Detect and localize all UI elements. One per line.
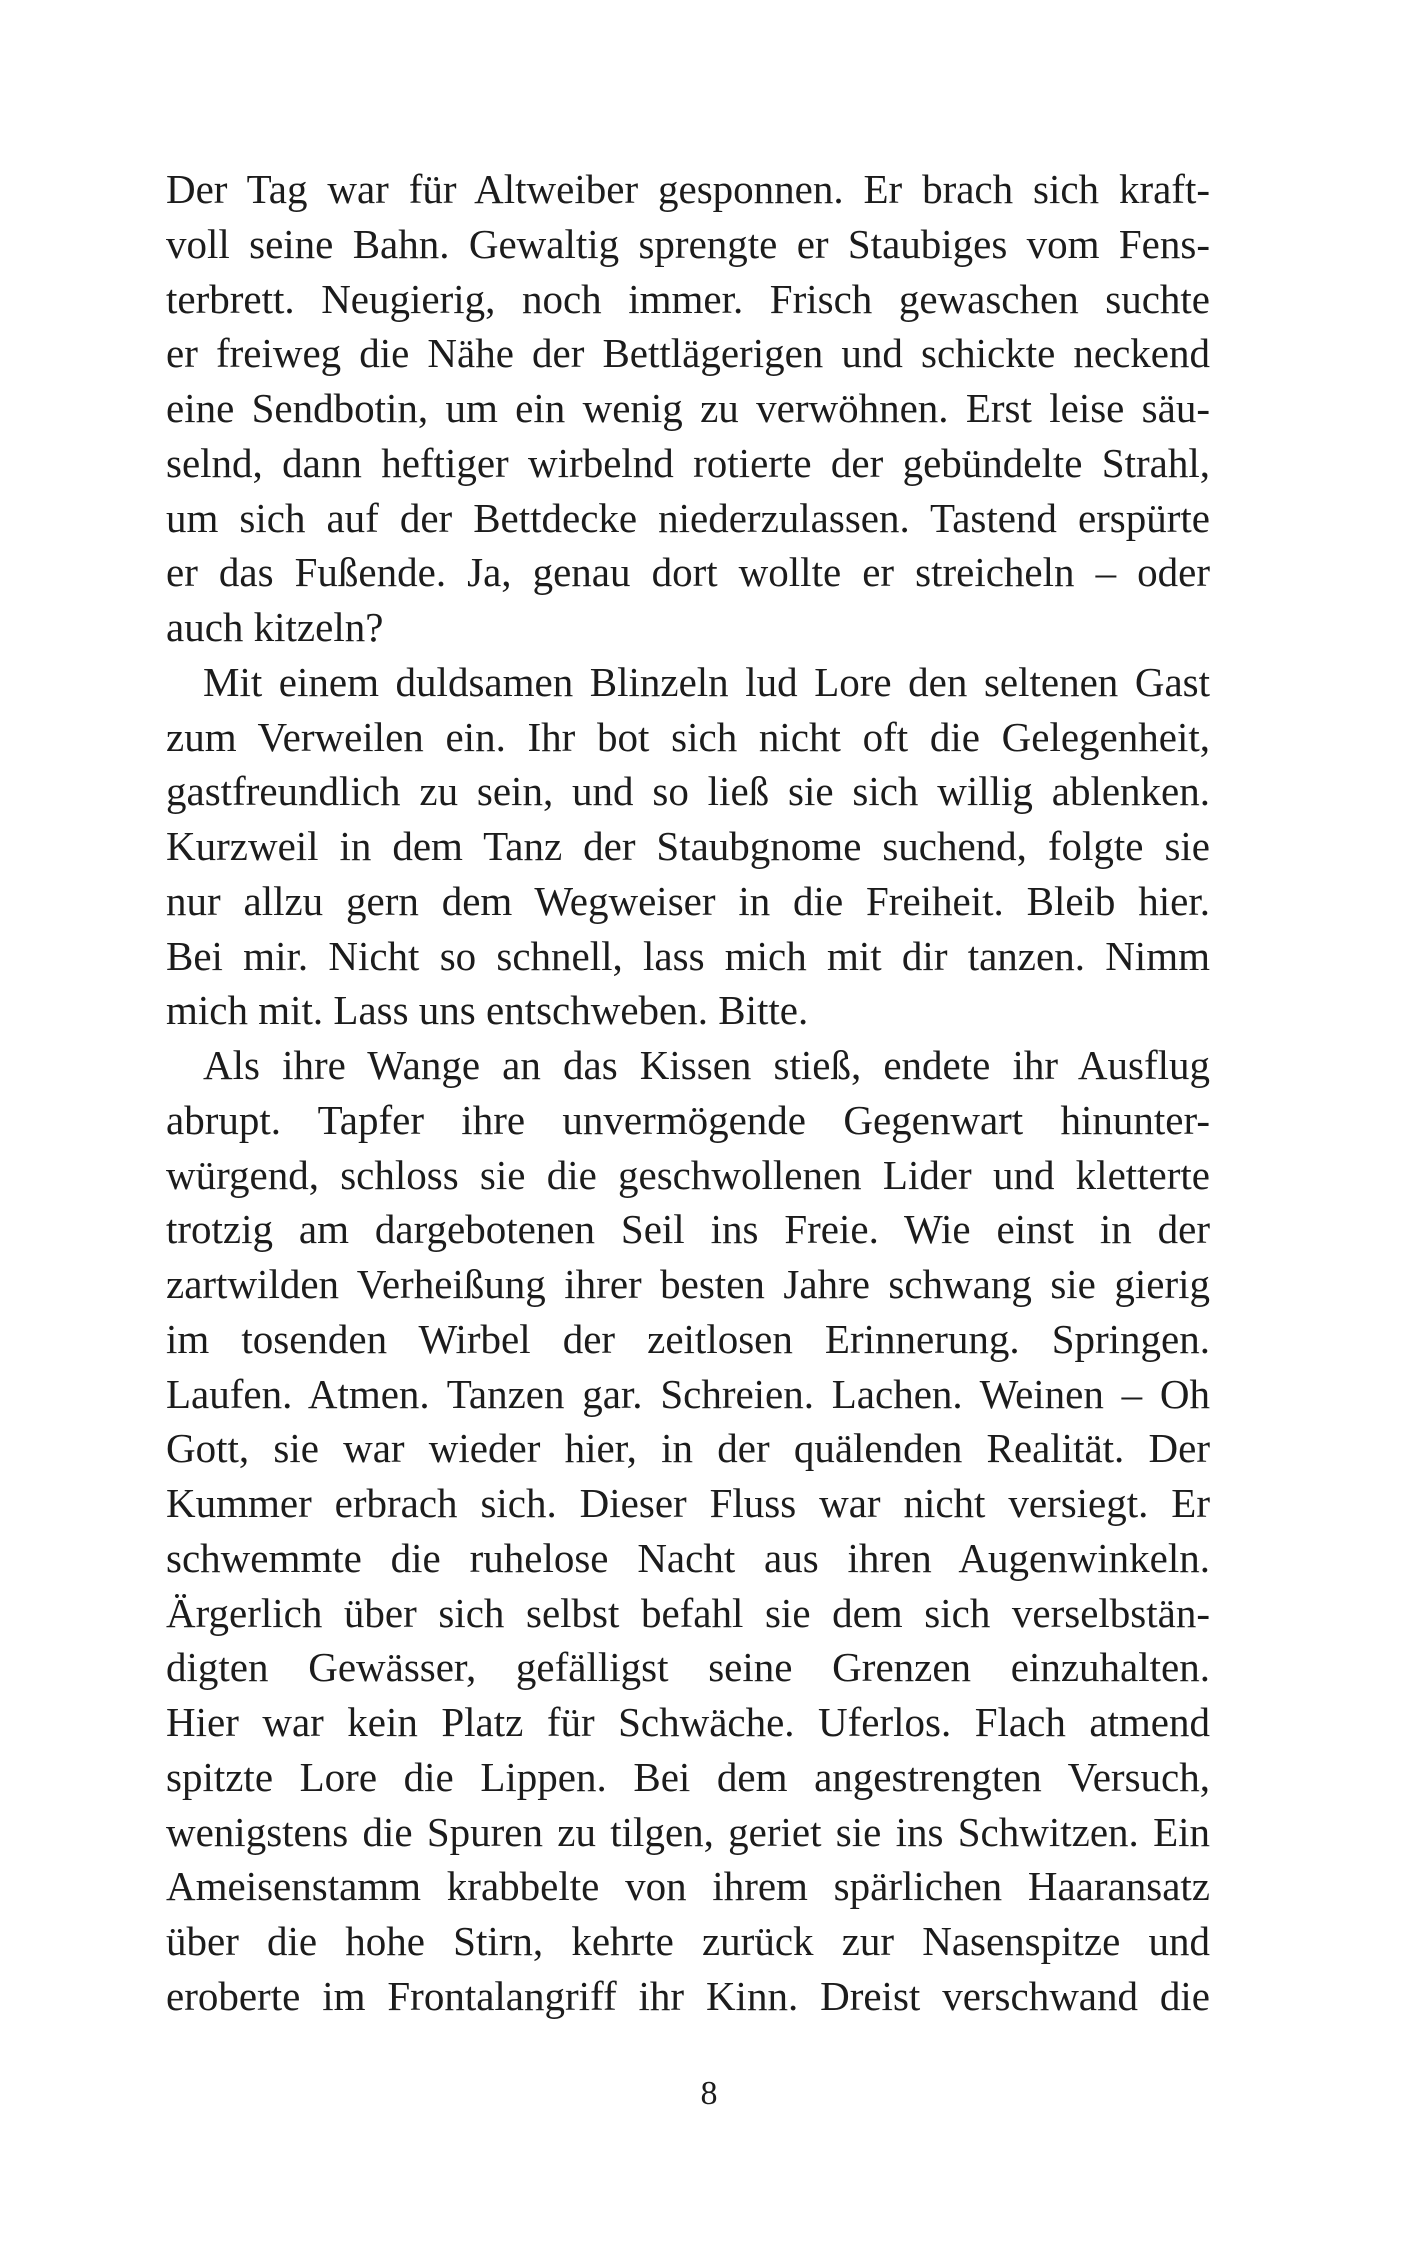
text-line: um sich auf der Bettdecke niederzulassen. Tastend erspürte [166,494,1210,541]
text-line: Ameisenstamm krabbelte von ihrem spärlichen Haaransatz [166,1863,1210,1910]
text-line: Kummer erbrach sich. Dieser Fluss war nicht versiegt. Er [166,1480,1210,1526]
text-line: mich mit. Lass uns entschweben. Bitte. [166,987,809,1034]
text-line: zartwilden Verheißung ihrer besten Jahre schwang sie gierig [166,1261,1210,1307]
text-line: wenigstens die Spuren zu tilgen, geriet sie ins Schwitzen. Ein [166,1808,1210,1855]
text-line: Ärgerlich über sich selbst befahl sie dem sich verselbstän- [166,1589,1210,1636]
text-line: Der Tag war für Altweiber gesponnen. Er brach sich kraft- [166,166,1210,212]
text-line: zum Verweilen ein. Ihr bot sich nicht oft die Gelegenheit, [166,713,1210,760]
text-line: Als ihre Wange an das Kissen stieß, endete ihr Ausflug [203,1042,1210,1088]
text-line: voll seine Bahn. Gewaltig sprengte er Staubiges vom Fens- [166,220,1210,267]
text-line: eine Sendbotin, um ein wenig zu verwöhnen. Erst leise säu- [166,385,1210,431]
text-line: trotzig am dargebotenen Seil ins Freie. Wie einst in der [166,1206,1210,1253]
body-text [166,162,1210,2024]
text-line: spitzte Lore die Lippen. Bei dem angestrengten Versuch, [166,1753,1210,1800]
text-line: würgend, schloss sie die geschwollenen Lider und kletterte [166,1151,1210,1198]
text-line: Gott, sie war wieder hier, in der quälenden Realität. Der [166,1425,1210,1472]
text-line: über die hohe Stirn, kehrte zurück zur Nasenspitze und [166,1918,1210,1964]
text-line: gastfreundlich zu sein, und so ließ sie sich willig ablenken. [166,768,1210,815]
text-line: Bei mir. Nicht so schnell, lass mich mit dir tanzen. Nimm [166,932,1210,979]
text-line: terbrett. Neugierig, noch immer. Frisch gewaschen suchte [166,275,1210,322]
text-line: er das Fußende. Ja, genau dort wollte er streicheln – oder [166,549,1210,596]
paragraph-2 [166,655,1210,1038]
text-line: nur allzu gern dem Wegweiser in die Freiheit. Bleib hier. [166,877,1210,924]
text-line: er freiweg die Nähe der Bettlägerigen und schickte neckend [166,330,1210,377]
text-line: auch kitzeln? [166,604,384,650]
text-line: Mit einem duldsamen Blinzeln lud Lore den seltenen Gast [203,658,1210,705]
text-line: digten Gewässer, gefälligst seine Grenzen einzuhalten. [166,1644,1210,1691]
text-line: selnd, dann heftiger wirbelnd rotierte der gebündelte Strahl, [166,439,1210,486]
text-line: abrupt. Tapfer ihre unvermögende Gegenwart hinunter- [166,1096,1210,1143]
text-line: im tosenden Wirbel der zeitlosen Erinnerung. Springen. [166,1315,1210,1362]
paragraph-1 [166,162,1210,655]
page-number: 8 [700,2075,718,2112]
text-line: Laufen. Atmen. Tanzen gar. Schreien. Lachen. Weinen – Oh [166,1370,1210,1417]
paragraph-3 [166,1038,1210,2024]
text-line: schwemmte die ruhelose Nacht aus ihren Augenwinkeln. [166,1534,1210,1581]
text-line: Hier war kein Platz für Schwäche. Uferlos. Flach atmend [166,1699,1210,1745]
text-line: Kurzweil in dem Tanz der Staubgnome suchend, folgte sie [166,823,1210,869]
text-line: eroberte im Frontalangriff ihr Kinn. Dreist verschwand die [166,1972,1210,2019]
